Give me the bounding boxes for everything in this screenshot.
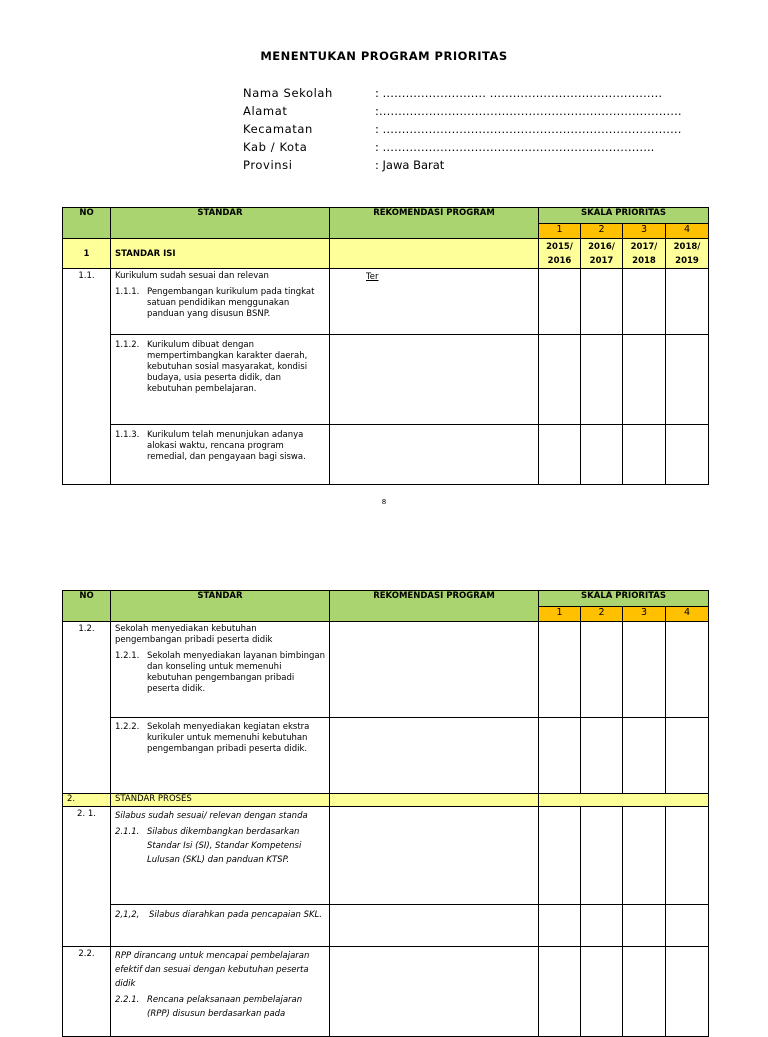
item-text: Kurikulum telah menunjukan adanya alokasi waktu, rencana program remedial, dan pengayaan bagi siswa.	[147, 430, 306, 462]
scale-cell	[581, 425, 623, 485]
scale-cell	[581, 807, 623, 905]
section-rec-cell	[330, 794, 539, 807]
scale-cell	[581, 947, 623, 1037]
year-4: 2018/ 2019	[666, 239, 709, 269]
scale-4: 4	[666, 607, 709, 622]
table-row	[63, 622, 709, 718]
scale-4: 4	[666, 224, 709, 239]
section-title: STANDAR PROSES	[111, 794, 330, 807]
item-key: 2.1.1.	[115, 827, 140, 837]
row-number: 2. 1.	[63, 807, 111, 947]
info-value: : ……………………………………………………………..	[375, 140, 655, 154]
row-text: Sekolah menyediakan kebutuhan pengembangan pribadi peserta didik	[115, 624, 273, 645]
recommendation-cell	[330, 807, 539, 905]
header-standar: STANDAR	[111, 591, 330, 622]
info-value: :…………………………………………………………………….	[375, 104, 682, 118]
page-number: 8	[381, 498, 387, 506]
info-label: Alamat	[243, 104, 288, 118]
section-number: 2.	[63, 794, 111, 807]
scale-cell	[623, 622, 666, 718]
scale-2: 2	[581, 607, 623, 622]
scale-1: 1	[539, 224, 581, 239]
scale-cell	[539, 622, 581, 718]
scale-cell	[539, 269, 581, 335]
info-label: Provinsi	[243, 158, 293, 172]
header-no: NO	[63, 208, 111, 239]
header-skala: SKALA PRIORITAS	[539, 208, 709, 224]
scale-cell	[539, 947, 581, 1037]
item-text: Silabus diarahkan pada pencapaian SKL.	[149, 910, 322, 920]
scale-cell	[623, 335, 666, 425]
standard-cell	[111, 718, 330, 794]
scale-cell	[539, 905, 581, 947]
header-skala: SKALA PRIORITAS	[539, 591, 709, 607]
row-text: RPP dirancang untuk mencapai pembelajaran efektif dan sesuai dengan kebutuhan peserta didik	[115, 951, 310, 989]
recommendation-cell	[330, 335, 539, 425]
scale-cell	[581, 269, 623, 335]
row-number: 1.2.	[63, 622, 111, 794]
scale-cell	[539, 425, 581, 485]
standard-cell	[111, 425, 330, 485]
scale-cell	[581, 718, 623, 794]
scale-cell	[623, 718, 666, 794]
page-title: MENENTUKAN PROGRAM PRIORITAS	[260, 49, 508, 63]
standard-cell	[111, 807, 330, 905]
scale-3: 3	[623, 224, 666, 239]
scale-cell	[666, 335, 709, 425]
item-text: Silabus dikembangkan berdasarkan Standar Isi (SI), Standar Kompetensi Lulusan (SKL) dan panduan KTSP.	[147, 827, 302, 865]
scale-cell	[539, 807, 581, 905]
item-key: 2.2.1.	[115, 995, 140, 1005]
header-rekomendasi: REKOMENDASI PROGRAM	[330, 591, 539, 622]
year-1: 2015/ 2016	[539, 239, 581, 269]
table-row	[63, 905, 709, 947]
table-row	[63, 718, 709, 794]
year-2: 2016/ 2017	[581, 239, 623, 269]
standard-number: 1	[63, 239, 111, 269]
list-item	[115, 825, 325, 867]
info-label: Kab / Kota	[243, 140, 308, 154]
list-item	[115, 340, 325, 395]
list-item	[115, 651, 325, 695]
recommendation-cell	[330, 622, 539, 718]
recommendation-cell	[330, 718, 539, 794]
scale-3: 3	[623, 607, 666, 622]
row-text: Silabus sudah sesuai/ relevan dengan standa	[115, 811, 308, 821]
info-label: Nama Sekolah	[243, 86, 333, 100]
table-row	[63, 335, 709, 425]
table-row	[63, 425, 709, 485]
info-label: Kecamatan	[243, 122, 313, 136]
scale-cell	[623, 947, 666, 1037]
scale-cell	[539, 718, 581, 794]
recommendation-cell	[330, 425, 539, 485]
list-item	[115, 908, 325, 922]
item-key: 2,1,2,	[115, 910, 140, 920]
list-item	[115, 993, 325, 1021]
list-item	[115, 430, 325, 463]
recommendation-cell	[330, 905, 539, 947]
scale-cell	[623, 425, 666, 485]
scale-cell	[623, 269, 666, 335]
standard-cell	[111, 947, 330, 1037]
table-row	[63, 269, 709, 335]
standard-title: STANDAR ISI	[111, 239, 330, 269]
standard-cell	[111, 269, 330, 335]
item-key: 1.2.2.	[115, 722, 140, 732]
scale-cell	[666, 718, 709, 794]
list-item	[115, 722, 325, 755]
priority-table-1	[62, 207, 709, 485]
item-text: Kurikulum dibuat dengan mempertimbangkan karakter daerah, kebutuhan sosial masyarakat, kondisi budaya, usia peserta didik, dan kebutuhan pembelajaran.	[147, 340, 308, 394]
scale-cell	[623, 905, 666, 947]
item-key: 1.1.3.	[115, 430, 140, 440]
scale-1: 1	[539, 607, 581, 622]
recommendation-cell	[330, 947, 539, 1037]
table-row	[63, 807, 709, 905]
standard-cell	[111, 622, 330, 718]
row-text: Kurikulum sudah sesuai dan relevan	[115, 271, 269, 281]
scale-cell	[581, 905, 623, 947]
info-value: : Jawa Barat	[375, 158, 445, 172]
item-text: Sekolah menyediakan kegiatan ekstra kurikuler untuk memenuhi kebutuhan pengembangan pribadi peserta didik.	[147, 722, 310, 754]
scale-cell	[581, 335, 623, 425]
row-number: 1.1.	[63, 269, 111, 485]
scale-cell	[666, 807, 709, 905]
scale-cell	[581, 622, 623, 718]
info-value: : ……………………… ………………………………………	[375, 86, 663, 100]
item-text: Rencana pelaksanaan pembelajaran (RPP) disusun berdasarkan pada	[147, 995, 303, 1019]
scale-cell	[666, 947, 709, 1037]
scale-2: 2	[581, 224, 623, 239]
year-3: 2017/ 2018	[623, 239, 666, 269]
priority-table-2	[62, 590, 709, 1037]
standard-rec-cell	[330, 239, 539, 269]
header-standar: STANDAR	[111, 208, 330, 239]
recommendation-cell: Ter	[330, 269, 539, 335]
standard-cell	[111, 335, 330, 425]
scale-cell	[666, 269, 709, 335]
standard-cell	[111, 905, 330, 947]
info-value: : ……………………………………………………………………	[375, 122, 682, 136]
item-key: 1.1.1.	[115, 287, 140, 297]
header-rekomendasi: REKOMENDASI PROGRAM	[330, 208, 539, 239]
list-item	[115, 287, 325, 320]
scale-cell	[666, 622, 709, 718]
item-text: Pengembangan kurikulum pada tingkat satuan pendidikan menggunakan panduan yang disusun BSNP.	[147, 287, 315, 319]
section-row	[63, 794, 709, 807]
scale-cell	[623, 807, 666, 905]
table-row	[63, 947, 709, 1037]
scale-cell	[666, 425, 709, 485]
item-text: Sekolah menyediakan layanan bimbingan dan konseling untuk memenuhi kebutuhan pengembangan pribadi peserta didik.	[147, 651, 325, 694]
item-key: 1.1.2.	[115, 340, 140, 350]
scale-cell	[666, 905, 709, 947]
header-no: NO	[63, 591, 111, 622]
row-number: 2.2.	[63, 947, 111, 1037]
scale-cell	[539, 335, 581, 425]
item-key: 1.2.1.	[115, 651, 140, 661]
section-scale-cell	[539, 794, 709, 807]
